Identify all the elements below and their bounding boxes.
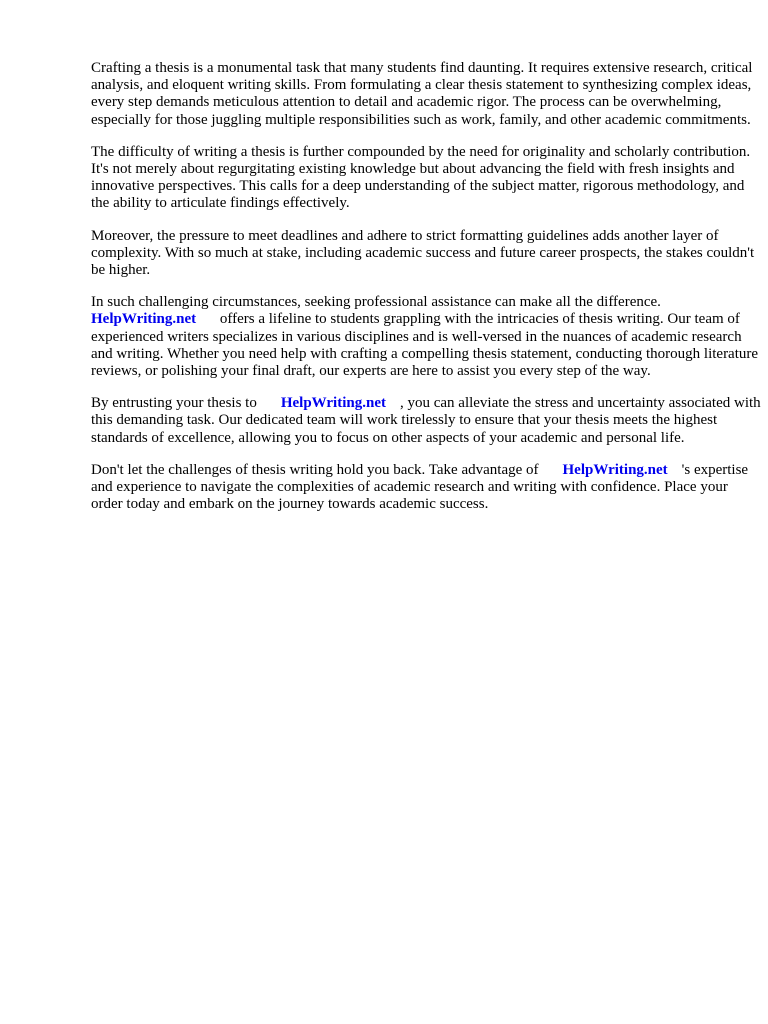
paragraph-6 bbox=[91, 462, 761, 514]
paragraph-6-text-before: Don't let the challenges of thesis writing hold you back. Take advantage of bbox=[91, 461, 539, 478]
paragraph-3-text: Moreover, the pressure to meet deadlines and adhere to strict formatting guidelines adds another layer of complexity. With so much at stake, including academic success and future career prospects, the stakes couldn't be higher. bbox=[91, 227, 755, 279]
paragraph-1-text: Crafting a thesis is a monumental task that many students find daunting. It requires extensive research, critical analysis, and eloquent writing skills. From formulating a clear thesis statement to synthesizing complex ideas, every step demands meticulous attention to detail and academic rigor. The process can be overwhelming, especially for those juggling multiple responsibilities such as work, family, and other academic commitments. bbox=[91, 60, 753, 128]
paragraph-1 bbox=[91, 60, 761, 129]
paragraph-4-text-after: offers a lifeline to students grappling with the intricacies of thesis writing. Our team of experienced writers specializes in various disciplines and is well-versed in the nuances of academic research and writing. Whether you need help with crafting a compelling thesis statement, conducting thorough literature reviews, or polishing your final draft, our experts are here to assist you every step of the way. bbox=[91, 311, 759, 380]
paragraph-5-text-before: By entrusting your thesis to bbox=[91, 395, 257, 412]
helpwriting-link-3[interactable]: HelpWriting.net bbox=[562, 461, 668, 478]
paragraph-5 bbox=[91, 395, 761, 447]
paragraph-6-text-after: 's expertise and experience to navigate the complexities of academic research and writing with confidence. Place your order today and embark on the journey towards academic success. bbox=[91, 461, 749, 513]
paragraph-5-text-after: , you can alleviate the stress and uncertainty associated with this demanding task. Our dedicated team will work tirelessly to ensure that your thesis meets the highest standards of excellence, allowing you to focus on other aspects of your academic and personal life. bbox=[91, 395, 761, 446]
paragraph-4-text-before: In such challenging circumstances, seeking professional assistance can make all the difference. bbox=[91, 294, 661, 311]
paragraph-4 bbox=[91, 294, 761, 380]
paragraph-2 bbox=[91, 144, 761, 213]
helpwriting-link-2[interactable]: HelpWriting.net bbox=[280, 395, 386, 412]
document-body bbox=[91, 60, 761, 528]
paragraph-2-text: The difficulty of writing a thesis is further compounded by the need for originality and scholarly contribution. It's not merely about regurgitating existing knowledge but about advancing the field with fresh insights and innovative perspectives. This calls for a deep understanding of the subject matter, rigorous methodology, and the ability to articulate findings effectively. bbox=[91, 143, 751, 212]
paragraph-3 bbox=[91, 228, 761, 280]
helpwriting-link-1[interactable]: HelpWriting.net bbox=[91, 311, 197, 328]
